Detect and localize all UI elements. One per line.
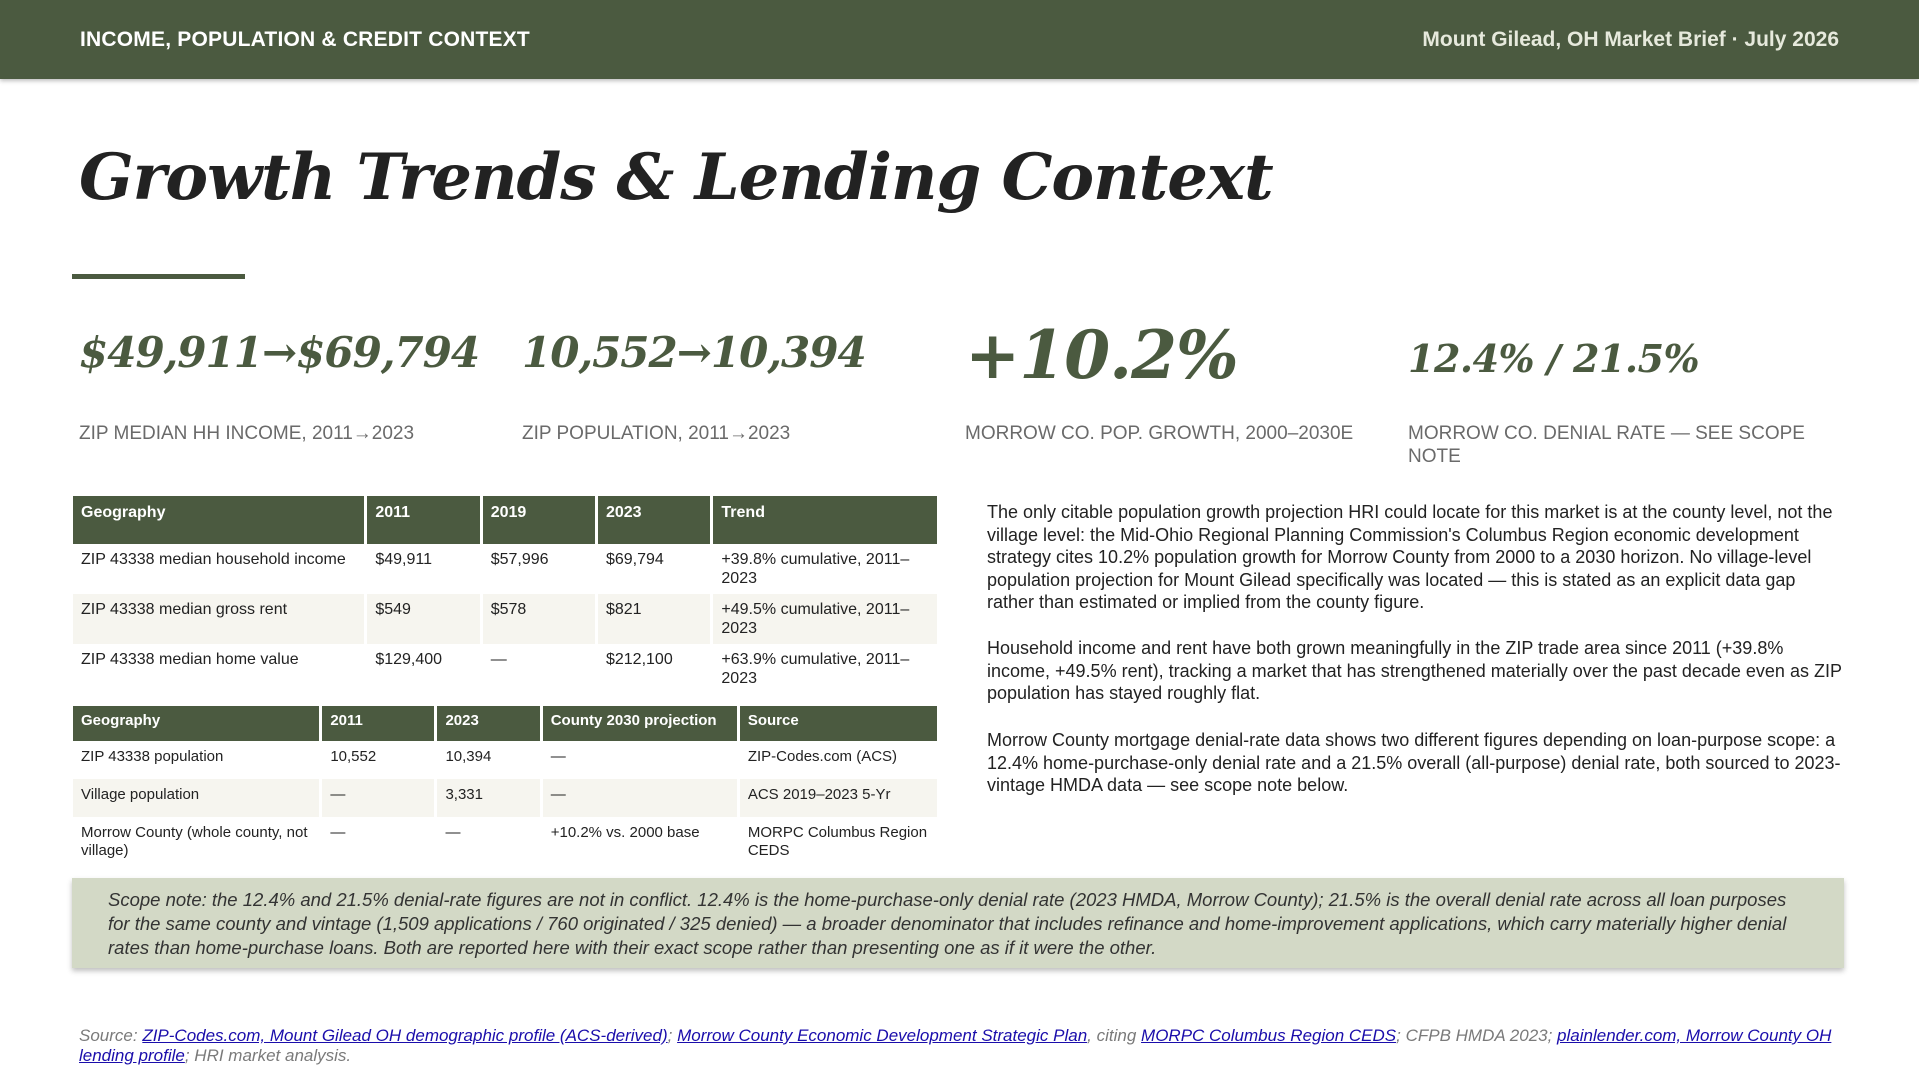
column-header: Source <box>740 706 937 741</box>
source-link-plainlender[interactable]: plainlender.com, Morrow County OH lending profile <box>79 1026 1832 1065</box>
table-cell: ZIP 43338 median gross rent <box>73 594 364 644</box>
table-cell: $578 <box>483 594 595 644</box>
table-cell: 3,331 <box>437 779 539 817</box>
column-header: 2023 <box>437 706 539 741</box>
table-cell: ZIP 43338 median home value <box>81 651 299 668</box>
table-cell: $821 <box>598 594 710 644</box>
table-header-row <box>73 496 937 544</box>
stat-value: 10,552→10,394 <box>522 328 866 377</box>
income-rent-paragraph: Household income and rent have both grown meaningfully in the ZIP trade area since 2011 (+39.8% income, +49.5% rent), tracking a market that has strengthened materially over the past decade even as ZIP population has stayed roughly flat. <box>987 638 1842 703</box>
column-header: Trend <box>713 496 937 544</box>
brief-label: Mount Gilead, OH Market Brief · July 2026 <box>1422 27 1839 51</box>
column-header: 2011 <box>367 496 479 544</box>
table-header-row <box>73 706 937 741</box>
source-line <box>79 1026 1839 1066</box>
table-row <box>73 644 937 694</box>
stat-label: ZIP MEDIAN HH INCOME, 2011→2023 <box>79 423 415 444</box>
stat-population <box>522 328 866 444</box>
table-cell: +63.9% cumulative, 2011–2023 <box>721 651 910 687</box>
table-row <box>73 544 937 594</box>
income-rent-value-table <box>70 496 940 694</box>
stat-label: MORROW CO. DENIAL RATE — SEE SCOPE NOTE <box>1408 423 1805 467</box>
table-row <box>73 594 937 644</box>
table-cell: $129,400 <box>375 651 443 668</box>
table-cell: MORPC Columbus Region CEDS <box>747 824 928 859</box>
denial-rate-paragraph: Morrow County mortgage denial-rate data shows two different figures depending on loan-purpose scope: a 12.4% home-purchase-only denial rate and a 21.5% overall (all-purpose) denial rate, both sourced to 2023-vintage HMDA data — see scope note below. <box>987 730 1841 795</box>
stat-value: 12.4% / 21.5% <box>1408 336 1700 381</box>
table-cell: +39.8% cumulative, 2011–2023 <box>721 551 910 587</box>
column-header: 2011 <box>322 706 434 741</box>
page-title: Growth Trends & Lending Context <box>79 140 1273 215</box>
table-cell: Village population <box>73 779 319 817</box>
table-cell: +10.2% vs. 2000 base <box>550 824 700 841</box>
source-link-strategic-plan[interactable]: Morrow County Economic Development Strategic Plan <box>677 1026 1088 1045</box>
source-suffix: ; HRI market analysis. <box>184 1046 352 1065</box>
table-cell: $57,996 <box>490 551 549 568</box>
source-prefix: Source: <box>79 1026 143 1045</box>
stat-value: +10.2% <box>965 316 1238 394</box>
scope-note: Scope note: the 12.4% and 21.5% denial-rate figures are not in conflict. 12.4% is the home-purchase-only denial rate (2023 HMDA, Morrow County); 21.5% is the overall denial rate across all loan purposes for the same county and vintage (1,509 applications / 760 originated / 325 denied) — a broader denominator that includes refinance and home-improvement applications, which carry materially higher denial rates than home-purchase loans. Both are reported here with their exact scope rather than presenting one as if it were the other. <box>72 878 1844 968</box>
column-header: Geography <box>73 496 364 544</box>
stat-label: MORROW CO. POP. GROWTH, 2000–2030E <box>965 423 1354 444</box>
table-cell: $549 <box>367 594 479 644</box>
table-cell: +49.5% cumulative, 2011–2023 <box>713 594 937 644</box>
source-link-morpc[interactable]: MORPC Columbus Region CEDS <box>1141 1026 1397 1045</box>
table-row <box>73 817 937 867</box>
title-underline <box>72 274 245 279</box>
column-header: 2019 <box>483 496 595 544</box>
source-separator: ; CFPB HMDA 2023; <box>1396 1026 1558 1045</box>
table-cell: 10,394 <box>445 748 492 765</box>
table-cell: — <box>445 824 461 841</box>
table-cell: — <box>322 779 434 817</box>
header-bar <box>0 0 1919 79</box>
source-citing: , citing <box>1087 1026 1142 1045</box>
population-table <box>70 706 940 867</box>
table-row <box>73 779 937 817</box>
column-header: Geography <box>73 706 319 741</box>
stat-income <box>79 328 480 444</box>
table-cell: — <box>550 748 566 765</box>
table-cell: ZIP 43338 median household income <box>81 551 346 568</box>
column-header: 2023 <box>598 496 710 544</box>
table-row <box>73 741 937 779</box>
table-cell: $49,911 <box>375 551 432 568</box>
column-header: County 2030 projection <box>543 706 737 741</box>
table-cell: $212,100 <box>605 651 673 668</box>
stat-county-growth <box>965 316 1354 444</box>
source-separator: ; <box>667 1026 678 1045</box>
table-cell: ACS 2019–2023 5-Yr <box>740 779 937 817</box>
table-cell: ZIP-Codes.com (ACS) <box>747 748 898 765</box>
table-cell: 10,552 <box>330 748 377 765</box>
table-cell: Morrow County (whole county, not village) <box>81 824 308 859</box>
stat-label: ZIP POPULATION, 2011→2023 <box>522 423 791 444</box>
source-link-zip-codes[interactable]: ZIP-Codes.com, Mount Gilead OH demographic profile (ACS-derived) <box>142 1026 668 1045</box>
table-cell: ZIP 43338 population <box>81 748 224 765</box>
table-cell: — <box>490 651 507 668</box>
stat-value: $49,911→$69,794 <box>79 328 480 377</box>
table-cell: — <box>543 779 737 817</box>
table-cell: — <box>330 824 346 841</box>
stat-denial-rate <box>1408 336 1805 467</box>
projection-paragraph: The only citable population growth projection HRI could locate for this market is at the county level, not the village level: the Mid-Ohio Regional Planning Commission's Columbus Region economic development strategy cites 10.2% population growth for Morrow County from 2000 to a 2030 horizon. No village-level population projection for Mount Gilead specifically was located — this is stated as an explicit data gap rather than estimated or implied from the county figure. <box>987 502 1833 612</box>
table-cell: $69,794 <box>605 551 664 568</box>
section-label: INCOME, POPULATION & CREDIT CONTEXT <box>80 27 530 51</box>
